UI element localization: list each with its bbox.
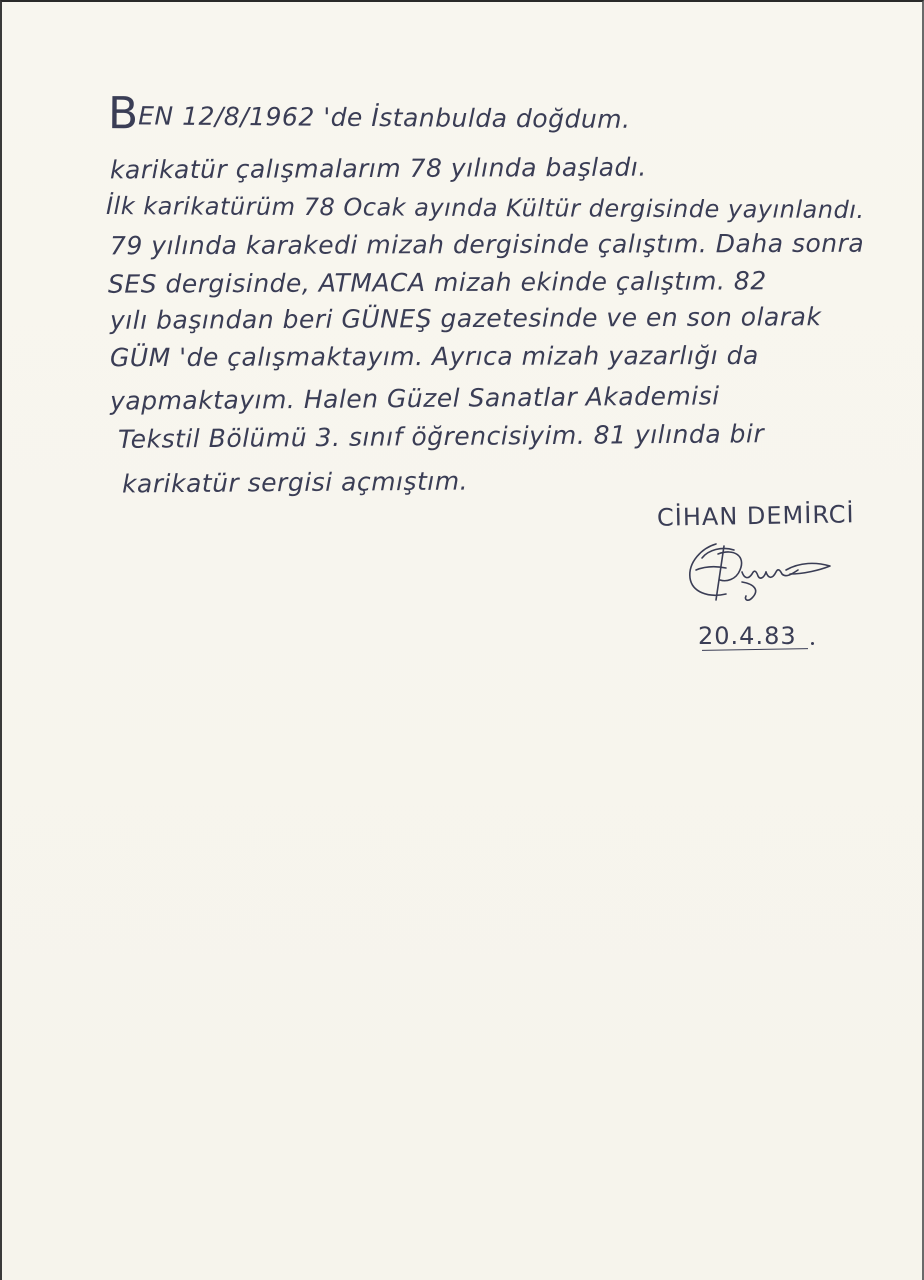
letter-line-1-text: EN 12/8/1962 'de İstanbulda doğdum. (138, 101, 631, 134)
initial-letter: B (107, 88, 139, 140)
date-period-mark (811, 642, 814, 645)
letter-line-4: 79 yılında karakedi mizah dergisinde çalıştım. Daha sonra (109, 228, 865, 261)
letter-date: 20.4.83 (698, 622, 797, 650)
letter-line-1 (108, 88, 631, 143)
author-name: CİHAN DEMİRCİ (656, 500, 855, 532)
letter-line-6: yılı başından beri GÜNEŞ gazetesinde ve en son olarak (109, 302, 822, 335)
letter-line-3: İlk karikatürüm 78 Ocak ayında Kültür dergisinde yayınlandı. (105, 192, 865, 224)
letter-line-10: karikatür sergisi açmıştım. (121, 466, 469, 499)
letter-line-8: yapmaktayım. Halen Güzel Sanatlar Akademisi (109, 381, 720, 416)
letter-line-7: GÜM 'de çalışmaktayım. Ayrıca mizah yazarlığı da (109, 340, 759, 373)
letter-line-9: Tekstil Bölümü 3. sınıf öğrencisiyim. 81 yılında bir (117, 419, 765, 454)
letter-line-2: karikatür çalışmalarım 78 yılında başladı. (109, 152, 647, 185)
letter-line-5: SES dergisinde, ATMACA mizah ekinde çalıştım. 82 (107, 266, 767, 299)
handwritten-signature (682, 540, 842, 610)
